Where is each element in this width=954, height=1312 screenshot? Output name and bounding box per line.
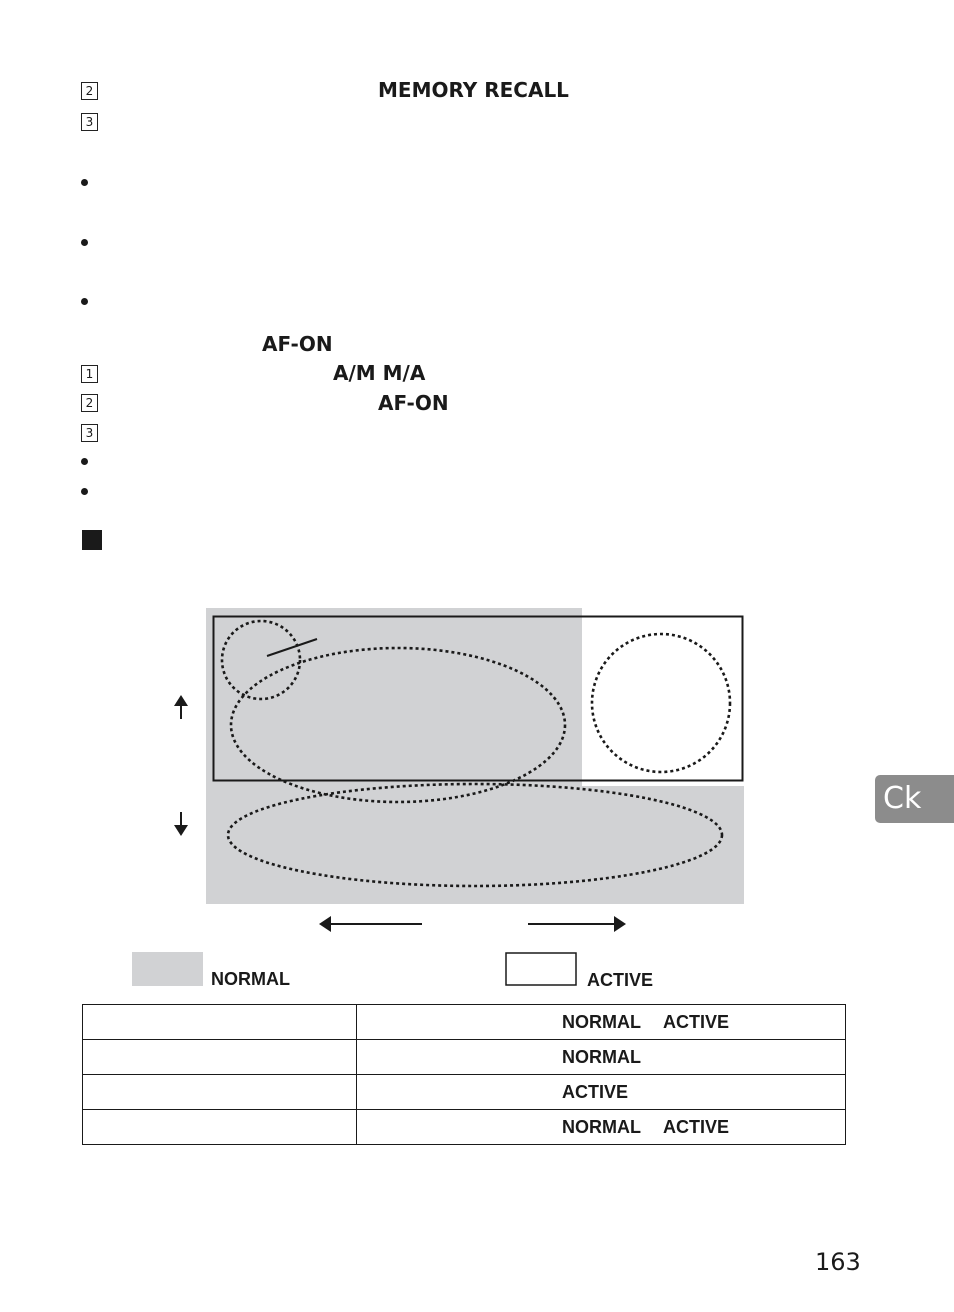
- mode-value: NORMAL: [562, 1046, 641, 1067]
- mode-table: [82, 1004, 846, 1145]
- normal-zone-upper: [206, 608, 582, 788]
- table-cell: [83, 1110, 357, 1145]
- right-dotted-circle: [592, 634, 730, 772]
- table-cell: [83, 1040, 357, 1075]
- af-on-heading: AF-ON: [262, 332, 333, 356]
- step-number-2: 2: [81, 394, 98, 412]
- legend-active-swatch: [506, 953, 576, 985]
- step-number-1: 1: [81, 365, 98, 383]
- legend-normal-label: NORMAL: [211, 969, 290, 989]
- step-number-2: 2: [81, 82, 98, 100]
- table-cell: [357, 1075, 846, 1110]
- step-number-3: 3: [81, 113, 98, 131]
- table-cell: [83, 1075, 357, 1110]
- step-number-3: 3: [81, 424, 98, 442]
- mode-value: ACTIVE: [663, 1116, 730, 1137]
- mode-value: ACTIVE: [562, 1081, 629, 1102]
- legend-active-label: ACTIVE: [587, 970, 654, 990]
- memory-recall-label: MEMORY RECALL: [378, 78, 569, 102]
- mode-value: NORMAL: [562, 1011, 641, 1032]
- arrow-left-icon: [319, 916, 422, 932]
- af-on-step-label: AF-ON: [378, 391, 449, 415]
- arrow-up-icon: [174, 695, 188, 719]
- legend-normal-swatch: [132, 952, 203, 986]
- table-cell: [83, 1005, 357, 1040]
- mode-value: NORMAL: [562, 1116, 641, 1137]
- table-row: [83, 1005, 846, 1040]
- table-row: [83, 1075, 846, 1110]
- mode-value: ACTIVE: [663, 1011, 730, 1032]
- table-row: [83, 1110, 846, 1145]
- arrow-down-icon: [174, 812, 188, 836]
- page-number: 163: [815, 1248, 861, 1276]
- arrow-right-icon: [528, 916, 626, 932]
- table-row: [83, 1040, 846, 1075]
- language-tab: Ck: [875, 775, 954, 823]
- table-cell: [357, 1110, 846, 1145]
- table-cell: [357, 1040, 846, 1075]
- table-cell: [357, 1005, 846, 1040]
- am-ma-label: A/M M/A: [333, 361, 426, 385]
